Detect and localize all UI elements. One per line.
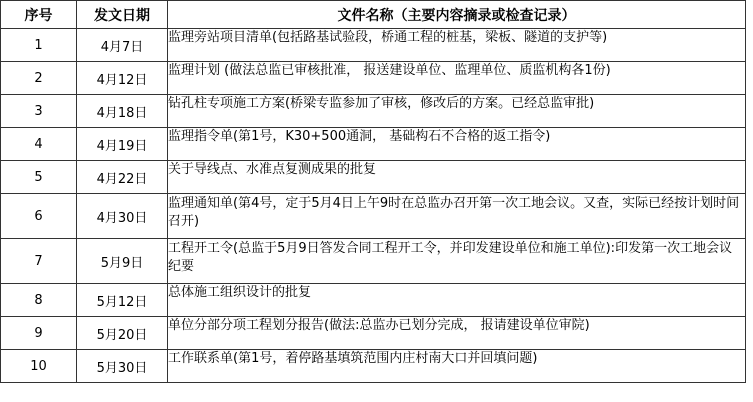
- row-title: 总体施工组织设计的批复: [168, 284, 746, 317]
- row-title: 工作联系单(第1号，着停路基填筑范围内庄村南大口并回填问题): [168, 350, 746, 383]
- row-number: 4: [1, 128, 77, 161]
- row-date: 4月22日: [77, 161, 168, 194]
- row-number: 5: [1, 161, 77, 194]
- row-title: 工程开工令(总监于5月9日答发合同工程开工令，并印发建设单位和施工单位):印发第一次工地会议纪要: [168, 239, 746, 284]
- row-date: 4月30日: [77, 194, 168, 239]
- table-row: [1, 128, 746, 161]
- page-bottom-edge: [0, 397, 753, 402]
- row-number: 1: [1, 29, 77, 62]
- row-title: 单位分部分项工程划分报告(做法:总监办已划分完成， 报请建设单位审院): [168, 317, 746, 350]
- row-title: 关于导线点、水准点复测成果的批复: [168, 161, 746, 194]
- table-row: [1, 29, 746, 62]
- row-title: 监理计划 (做法总监已审核批准， 报送建设单位、监理单位、质监机构各1份): [168, 62, 746, 95]
- row-number: 7: [1, 239, 77, 284]
- row-date: 5月9日: [77, 239, 168, 284]
- row-number: 6: [1, 194, 77, 239]
- table-row: [1, 317, 746, 350]
- row-title: 钻孔柱专项施工方案(桥梁专监参加了审核，修改后的方案。已经总监审批): [168, 95, 746, 128]
- header-date: 发文日期: [77, 1, 168, 29]
- header-number: 序号: [1, 1, 77, 29]
- table-row: [1, 95, 746, 128]
- row-date: 4月12日: [77, 62, 168, 95]
- row-title: 监理通知单(第4号，定于5月4日上午9时在总监办召开第一次工地会议。又查，实际已经按计划时间召开): [168, 194, 746, 239]
- header-row: [1, 1, 746, 29]
- row-title: 监理旁站项目清单(包括路基试验段，桥通工程的桩基，梁板、隧道的支护等): [168, 29, 746, 62]
- row-number: 8: [1, 284, 77, 317]
- row-number: 3: [1, 95, 77, 128]
- row-date: 5月20日: [77, 317, 168, 350]
- row-title: 监理指令单(第1号，K30+500通洞， 基础构石不合格的返工指令): [168, 128, 746, 161]
- row-number: 9: [1, 317, 77, 350]
- row-date: 4月7日: [77, 29, 168, 62]
- table-row: [1, 239, 746, 284]
- header-title: 文件名称（主要内容摘录或检查记录）: [168, 1, 746, 29]
- table-row: [1, 350, 746, 383]
- table-row: [1, 284, 746, 317]
- row-date: 5月30日: [77, 350, 168, 383]
- table-row: [1, 194, 746, 239]
- row-date: 4月19日: [77, 128, 168, 161]
- row-number: 10: [1, 350, 77, 383]
- table-row: [1, 62, 746, 95]
- table-row: [1, 161, 746, 194]
- row-date: 5月12日: [77, 284, 168, 317]
- row-number: 2: [1, 62, 77, 95]
- row-date: 4月18日: [77, 95, 168, 128]
